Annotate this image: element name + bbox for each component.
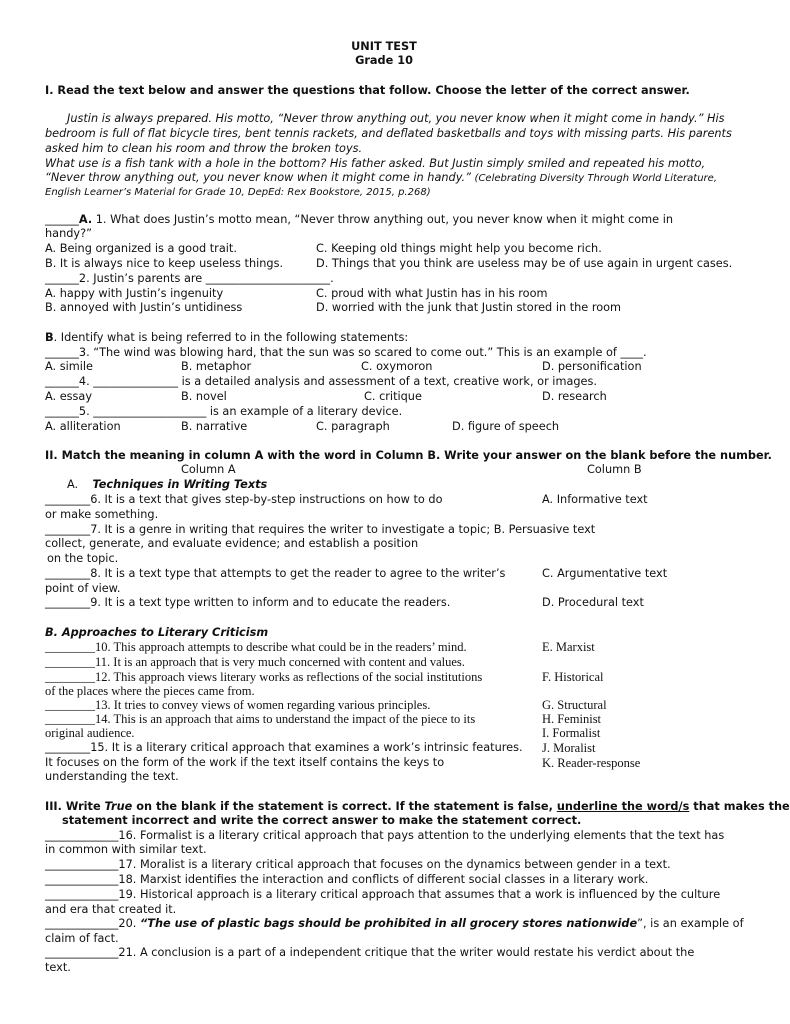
q16-cont: in common with similar text. xyxy=(45,843,207,856)
option-d-procedural: D. Procedural text xyxy=(542,596,644,609)
q3-option-c: C. oxymoron xyxy=(361,360,433,373)
section-b-heading: B. Approaches to Literary Criticism xyxy=(45,626,269,639)
question-20 xyxy=(45,917,744,931)
q1-option-a: A. Being organized is a good trait. xyxy=(45,242,237,255)
q1-text-cont: handy?” xyxy=(45,227,92,240)
option-a-informative: A. Informative text xyxy=(542,493,648,506)
q5-option-b: B. narrative xyxy=(181,420,248,433)
part3-instr-underline: underline the word/s xyxy=(556,800,690,813)
question-15: ________15. It is a literary critical approach that examines a work’s intrinsic features. xyxy=(45,741,523,754)
q3-option-d: D. personification xyxy=(542,360,642,373)
q1-option-b: B. It is always nice to keep useless things. xyxy=(45,257,284,270)
q2-option-b: B. annoyed with Justin’s untidiness xyxy=(45,301,243,314)
part2-instruction: II. Match the meaning in column A with the word in Column B. Write your answer on the blank before the number. xyxy=(45,449,772,462)
question-16: _____________16. Formalist is a literary critical approach that pays attention to the underlying elements that the text has xyxy=(45,829,725,842)
q8-cont: point of view. xyxy=(45,582,121,595)
passage-line-3: asked him to clean his room and throw the broken toys. xyxy=(45,142,363,155)
question-6: ________6. It is a text that gives step-by-step instructions on how to do xyxy=(45,493,443,506)
part3-instr-b: on the blank if the statement is correct. If the statement is false, xyxy=(132,800,557,813)
q2-option-d: D. worried with the junk that Justin stored in the room xyxy=(316,301,622,314)
section-a-heading xyxy=(67,478,267,492)
q12-cont: of the places where the pieces came from. xyxy=(45,684,255,698)
part1-instruction: I. Read the text below and answer the questions that follow. Choose the letter of the correct answer. xyxy=(45,84,690,97)
question-11: ________11. It is an approach that is very much concerned with content and values. xyxy=(45,655,465,669)
question-7: ________7. It is a genre in writing that requires the writer to investigate a topic; B. Persuasive text xyxy=(45,523,596,536)
option-e-marxist: E. Marxist xyxy=(542,640,595,654)
doc-title: UNIT TEST xyxy=(351,40,417,53)
question-8: ________8. It is a text type that attempts to get the reader to agree to the writer’s xyxy=(45,567,506,580)
q7-cont-1: collect, generate, and evaluate evidence; and establish a position xyxy=(45,537,419,550)
question-1 xyxy=(45,213,673,227)
part3-instruction xyxy=(45,800,790,814)
q2-option-c: C. proud with what Justin has in his room xyxy=(316,287,548,300)
q4-option-b: B. novel xyxy=(181,390,227,403)
passage-line-1: Justin is always prepared. His motto, “Never throw anything out, you never know when it might come in handy.” His xyxy=(67,112,725,125)
column-b-heading: Column B xyxy=(587,463,642,476)
question-9: ________9. It is a text type written to inform and to educate the readers. xyxy=(45,596,451,609)
q15-cont-2: understanding the text. xyxy=(45,770,179,783)
question-4: ______4. _______________ is a detailed analysis and assessment of a text, creative work, or images. xyxy=(45,375,597,388)
q4-option-d: D. research xyxy=(542,390,607,403)
q5-option-d: D. figure of speech xyxy=(452,420,560,433)
q6-cont: or make something. xyxy=(45,508,159,521)
q14-cont: original audience. xyxy=(45,726,135,740)
passage-line-5-text: “Never throw anything out, you never know when it might come in handy.” xyxy=(45,171,471,184)
partB-text: . Identify what is being referred to in the following statements: xyxy=(53,331,409,344)
question-3: ______3. “The wind was blowing hard, that the sun was so scared to come out.” This is an example of ____. xyxy=(45,346,647,359)
option-h-feminist: H. Feminist xyxy=(542,712,602,726)
part3-instr-true: True xyxy=(104,800,133,813)
q5-option-a: A. alliteration xyxy=(45,420,121,433)
citation-1: (Celebrating Diversity Through World Literature, xyxy=(474,173,717,184)
q7-cont-2: on the topic. xyxy=(47,552,119,565)
q20-quote: “The use of plastic bags should be prohibited in all grocery stores nationwide xyxy=(140,917,638,930)
section-a-title: Techniques in Writing Texts xyxy=(92,478,268,491)
q21-cont: text. xyxy=(45,961,71,974)
option-c-argumentative: C. Argumentative text xyxy=(542,567,668,580)
option-j-moralist: J. Moralist xyxy=(542,741,596,755)
q1-text: 1. What does Justin’s motto mean, “Never throw anything out, you never know when it might come in xyxy=(92,213,673,226)
q5-option-c: C. paragraph xyxy=(316,420,390,433)
part3-instr-c: that makes the xyxy=(689,800,790,813)
question-17: _____________17. Moralist is a literary critical approach that focuses on the dynamics between gender in a text. xyxy=(45,858,671,871)
option-k-reader-response: K. Reader-response xyxy=(542,756,641,770)
q2-option-a: A. happy with Justin’s ingenuity xyxy=(45,287,224,300)
question-18: _____________18. Marxist identifies the interaction and conflicts of different social classes in a literary work. xyxy=(45,873,649,886)
q1-option-d: D. Things that you think are useless may be of use again in urgent cases. xyxy=(316,257,733,270)
option-i-formalist: I. Formalist xyxy=(542,726,601,740)
question-10: ________10. This approach attempts to describe what could be in the readers’ mind. xyxy=(45,640,467,654)
section-a-letter: A. xyxy=(67,478,79,491)
partB-label: B xyxy=(45,331,54,344)
q20-post: ”, is an example of xyxy=(637,917,744,930)
passage-line-5 xyxy=(45,171,717,186)
question-13: ________13. It tries to convey views of women regarding various principles. xyxy=(45,698,431,712)
part3-instr-a: III. Write xyxy=(45,800,105,813)
q1-answer: A. xyxy=(78,213,93,226)
q3-option-b: B. metaphor xyxy=(181,360,252,373)
q20-pre: _____________20. xyxy=(45,917,140,930)
q3-option-a: A. simile xyxy=(45,360,93,373)
doc-grade: Grade 10 xyxy=(355,54,413,67)
q4-option-c: C. critique xyxy=(364,390,422,403)
partB-instruction xyxy=(45,331,408,345)
column-a-heading: Column A xyxy=(181,463,236,476)
question-21: _____________21. A conclusion is a part of a independent critique that the writer would restate his verdict about the xyxy=(45,946,695,959)
q20-cont: claim of fact. xyxy=(45,932,119,945)
q1-option-c: C. Keeping old things might help you become rich. xyxy=(316,242,602,255)
option-f-historical: F. Historical xyxy=(542,670,604,684)
q4-option-a: A. essay xyxy=(45,390,93,403)
passage-line-4: What use is a fish tank with a hole in the bottom? His father asked. But Justin simply smiled and repeated his motto, xyxy=(45,157,706,170)
q1-blank[interactable]: ______ xyxy=(45,213,79,226)
question-12: ________12. This approach views literary works as reflections of the social institutions xyxy=(45,670,483,684)
passage-line-2: bedroom is full of flat bicycle tires, bent tennis rackets, and deflated basketballs and toys with missing parts. His parents xyxy=(45,127,732,140)
question-19: _____________19. Historical approach is a literary critical approach that assumes that a work is influenced by the culture xyxy=(45,888,721,901)
q15-cont-1: It focuses on the form of the work if the text itself contains the keys to xyxy=(45,756,445,769)
question-14: ________14. This is an approach that aims to understand the impact of the piece to its xyxy=(45,712,476,726)
question-5: ______5. ____________________ is an example of a literary device. xyxy=(45,405,403,418)
part3-instruction-line2: statement incorrect and write the correct answer to make the statement correct. xyxy=(62,814,582,827)
q19-cont: and era that created it. xyxy=(45,903,177,916)
citation-2: English Learner’s Material for Grade 10, DepEd: Rex Bookstore, 2015, p.268) xyxy=(45,187,431,198)
option-g-structural: G. Structural xyxy=(542,698,607,712)
question-2: ______2. Justin’s parents are ______________________. xyxy=(45,272,334,285)
